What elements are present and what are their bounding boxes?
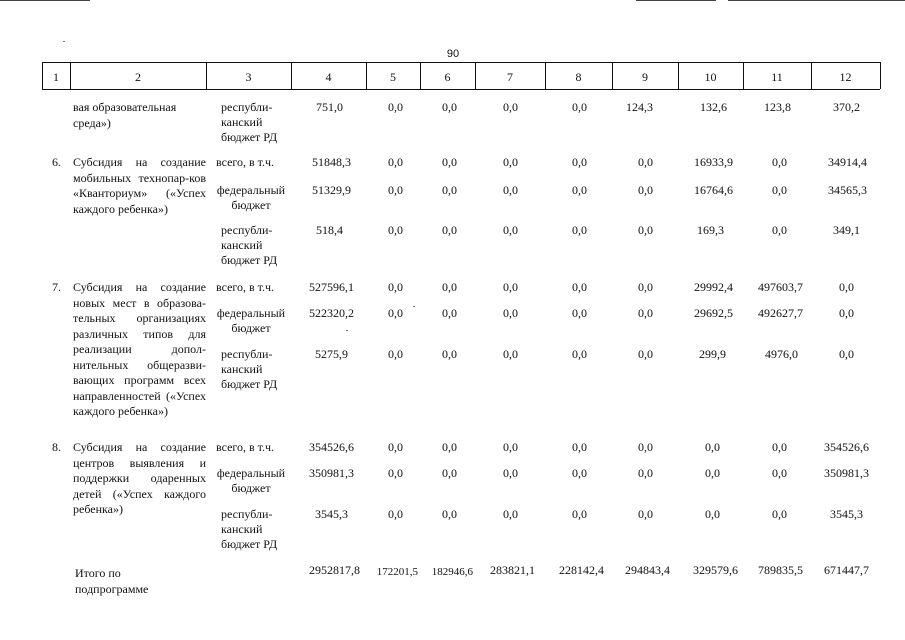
value-cell: 0,0 [638, 223, 653, 237]
value-cell: 0,0 [388, 100, 403, 114]
item-description: Субсидия на создание новых мест в образова-тельных организациях различных типов для реализации допол-нительных общеразви-вающих программ всех направленностей («Успех каждого ребенка») [73, 280, 206, 418]
value-cell: 527596,1 [309, 280, 354, 294]
value-cell: 0,0 [503, 306, 518, 320]
value-cell: 354526,6 [309, 440, 354, 454]
value-cell: 0,0 [442, 507, 457, 521]
total-value: 329579,6 [693, 563, 738, 577]
value-cell: 51848,3 [312, 155, 351, 169]
column-header: 6 [444, 70, 451, 84]
value-cell: 350981,3 [824, 466, 869, 480]
item-description: Субсидия на создание мобильных технопар-ков «Кванториум» («Успех каждого ребенка») [73, 155, 206, 216]
value-cell: 0,0 [442, 155, 457, 169]
budget-type: республи- канский бюджет РД [221, 347, 278, 391]
value-cell: 0,0 [638, 507, 653, 521]
value-cell: 0,0 [638, 440, 653, 454]
page-number: 90 [446, 48, 460, 60]
value-cell: 34914,4 [828, 155, 867, 169]
column-header: 11 [771, 70, 783, 84]
value-cell: 522320,2 [309, 306, 354, 320]
value-cell: 0,0 [572, 183, 587, 197]
header-divider [880, 62, 881, 89]
value-cell: 123,8 [764, 100, 791, 114]
value-cell: 0,0 [503, 183, 518, 197]
budget-type: республи- канский бюджет РД [221, 100, 278, 144]
total-value: 294843,4 [625, 563, 670, 577]
total-value: 2952817,8 [309, 563, 360, 577]
item-number: 6. [52, 155, 61, 169]
value-cell: 5275,9 [315, 347, 348, 361]
value-cell: 16764,6 [694, 183, 733, 197]
column-header: 12 [839, 70, 852, 84]
value-cell: 3545,3 [830, 507, 863, 521]
value-cell: 0,0 [572, 100, 587, 114]
value-cell: 492627,7 [758, 306, 803, 320]
top-edge-line [0, 0, 90, 1]
value-cell: 0,0 [638, 306, 653, 320]
value-cell: 0,0 [388, 347, 403, 361]
value-cell: 0,0 [839, 280, 854, 294]
total-value: 789835,5 [758, 563, 803, 577]
scan-speck [63, 41, 65, 42]
total-value: 172201,5 [376, 566, 418, 578]
column-header: 5 [390, 70, 396, 84]
value-cell: 0,0 [772, 223, 787, 237]
value-cell: 0,0 [388, 507, 403, 521]
budget-type: всего, в т.ч. [216, 440, 275, 454]
value-cell: 0,0 [442, 183, 457, 197]
value-cell: 0,0 [442, 306, 457, 320]
value-cell: 0,0 [772, 155, 787, 169]
value-cell: 0,0 [772, 507, 787, 521]
value-cell: 518,4 [316, 223, 343, 237]
value-cell: 0,0 [772, 183, 787, 197]
value-cell: 132,6 [700, 100, 727, 114]
value-cell: 0,0 [388, 223, 403, 237]
value-cell: 0,0 [442, 347, 457, 361]
value-cell: 0,0 [388, 440, 403, 454]
value-cell: 3545,3 [315, 507, 348, 521]
total-value: 182946,6 [431, 566, 473, 578]
value-cell: 0,0 [705, 466, 720, 480]
value-cell: 0,0 [503, 466, 518, 480]
column-header: 8 [575, 70, 582, 84]
column-header: 9 [642, 70, 648, 84]
column-header: 2 [135, 70, 141, 84]
column-header: 4 [325, 70, 332, 84]
value-cell: 0,0 [388, 306, 403, 320]
value-cell: 0,0 [705, 440, 720, 454]
value-cell: 0,0 [572, 306, 587, 320]
value-cell: 354526,6 [824, 440, 869, 454]
budget-type: федеральный бюджет [216, 183, 286, 212]
value-cell: 0,0 [572, 507, 587, 521]
total-value: 228142,4 [559, 563, 604, 577]
scan-speck [346, 330, 348, 331]
value-cell: 0,0 [503, 223, 518, 237]
budget-type: всего, в т.ч. [216, 155, 275, 169]
top-edge-line [728, 0, 905, 1]
value-cell: 0,0 [839, 306, 854, 320]
value-cell: 0,0 [572, 440, 587, 454]
value-cell: 0,0 [705, 507, 720, 521]
value-cell: 0,0 [503, 155, 518, 169]
budget-type: федеральный бюджет [216, 306, 286, 335]
value-cell: 34565,3 [828, 183, 867, 197]
value-cell: 29992,4 [694, 280, 733, 294]
value-cell: 0,0 [638, 466, 653, 480]
value-cell: 0,0 [638, 280, 653, 294]
scan-speck [413, 306, 415, 307]
budget-type: всего, в т.ч. [216, 280, 275, 294]
continued-description: вая образовательная среда») [73, 100, 177, 130]
column-header: 3 [245, 70, 252, 84]
value-cell: 0,0 [572, 223, 587, 237]
value-cell: 0,0 [503, 347, 518, 361]
item-description: Субсидия на создание центров выявления и поддержки одаренных детей («Успех каждого ребенка») [73, 440, 206, 516]
value-cell: 0,0 [442, 440, 457, 454]
value-cell: 370,2 [833, 100, 860, 114]
value-cell: 0,0 [442, 280, 457, 294]
value-cell: 0,0 [839, 347, 854, 361]
value-cell: 0,0 [388, 466, 403, 480]
value-cell: 497603,7 [758, 280, 803, 294]
total-value: 671447,7 [824, 563, 869, 577]
value-cell: 0,0 [572, 280, 587, 294]
value-cell: 0,0 [638, 183, 653, 197]
column-header: 10 [704, 70, 717, 84]
total-label: Итого по подпрограмме [75, 566, 149, 596]
value-cell: 29692,5 [694, 306, 733, 320]
header-top-border [42, 62, 880, 63]
budget-type: республи- канский бюджет РД [221, 507, 278, 551]
item-number: 8. [52, 440, 61, 454]
budget-type: федеральный бюджет [216, 466, 286, 495]
value-cell: 0,0 [503, 507, 518, 521]
budget-type: республи- канский бюджет РД [221, 223, 278, 267]
value-cell: 51329,9 [312, 183, 351, 197]
value-cell: 0,0 [388, 155, 403, 169]
value-cell: 0,0 [388, 183, 403, 197]
value-cell: 0,0 [638, 155, 653, 169]
value-cell: 169,3 [697, 223, 724, 237]
header-bottom-border [42, 89, 880, 90]
value-cell: 0,0 [772, 440, 787, 454]
column-header: 1 [53, 70, 59, 84]
value-cell: 0,0 [442, 100, 457, 114]
value-cell: 0,0 [638, 347, 653, 361]
value-cell: 0,0 [503, 440, 518, 454]
column-header: 7 [507, 70, 513, 84]
value-cell: 0,0 [503, 100, 518, 114]
item-number: 7. [52, 280, 61, 294]
value-cell: 0,0 [572, 155, 587, 169]
value-cell: 124,3 [626, 100, 653, 114]
top-edge-line [636, 0, 716, 1]
value-cell: 350981,3 [309, 466, 354, 480]
value-cell: 16933,9 [694, 155, 733, 169]
value-cell: 0,0 [572, 466, 587, 480]
value-cell: 0,0 [442, 466, 457, 480]
value-cell: 0,0 [442, 223, 457, 237]
value-cell: 0,0 [503, 280, 518, 294]
value-cell: 0,0 [572, 347, 587, 361]
value-cell: 751,0 [316, 100, 343, 114]
value-cell: 349,1 [833, 223, 860, 237]
total-value: 283821,1 [490, 563, 535, 577]
value-cell: 0,0 [388, 280, 403, 294]
value-cell: 4976,0 [765, 347, 798, 361]
value-cell: 299,9 [699, 347, 726, 361]
value-cell: 0,0 [772, 466, 787, 480]
